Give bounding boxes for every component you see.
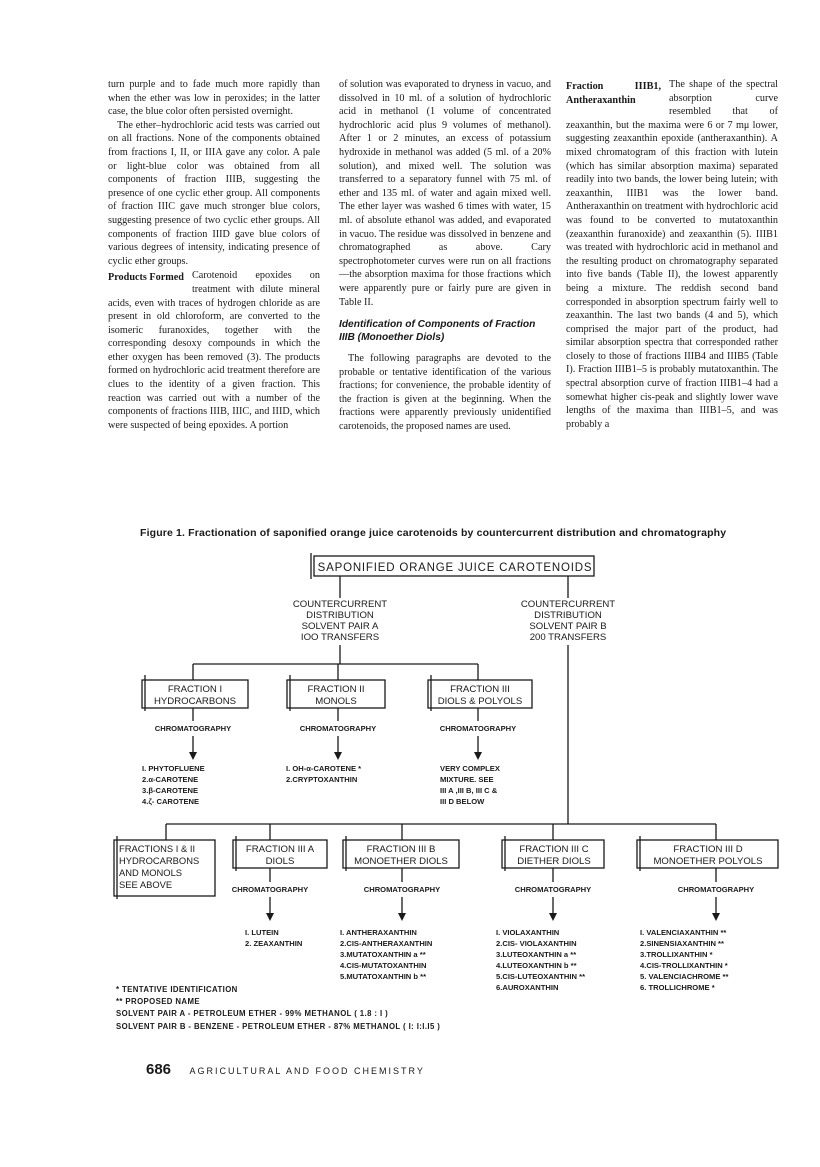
fraction-label: FRACTION III B <box>366 844 436 855</box>
page-footer <box>146 1061 425 1079</box>
result-item: 5. VALENCIACHROME ** <box>640 972 729 981</box>
result-item: 4.CIS-TROLLIXANTHIN * <box>640 961 728 970</box>
result-item: 3.TROLLIXANTHIN * <box>640 950 713 959</box>
fraction-label: FRACTION II <box>307 684 365 695</box>
result-item: I. OH-α-CAROTENE * <box>286 764 362 773</box>
result-item: 3.β-CAROTENE <box>142 786 199 795</box>
result-item: 4.LUTEOXANTHIN b ** <box>496 961 577 970</box>
journal-name: AGRICULTURAL AND FOOD CHEMISTRY <box>189 1066 425 1076</box>
result-item: 4.ζ- CAROTENE <box>142 797 200 806</box>
paragraph: Carotenoid epoxides on treatment with dilute mineral acids, even with traces of hydrogen chloride as are present in old chloroform, are converted to the isomeric furanoxides, together with the corresponding desoxy compounds in which the ether oxygen has been removed (3). The products formed on hydrochloric acid treatment therefore are clues to the identity of a given fraction. This reaction was carried out with a number of the components of fractions IIIB, IIIC, and IIID, which were suspected of being epoxides. A portion <box>108 270 320 431</box>
result-item: 2.CIS- VIOLAXANTHIN <box>496 939 577 948</box>
result-item: 6. TROLLICHROME * <box>640 983 715 992</box>
legend-line: SOLVENT PAIR A - PETROLEUM ETHER - 99% METHANOL ( 1.8 : I ) <box>116 1009 389 1018</box>
fraction-label: FRACTION III D <box>673 844 743 855</box>
result-item: 2. ZEAXANTHIN <box>245 939 303 948</box>
fraction-label: DIOLS & POLYOLS <box>437 696 523 707</box>
result-item: III D BELOW <box>440 797 485 806</box>
see-above-line: AND MONOLS <box>119 867 183 878</box>
result-item: 3.MUTATOXANTHIN a ** <box>340 950 426 959</box>
see-above-line: SEE ABOVE <box>119 879 173 890</box>
method-label: CHROMATOGRAPHY <box>299 724 377 733</box>
root-label: SAPONIFIED ORANGE JUICE CAROTENOIDS <box>317 562 593 574</box>
paragraph: The shape of the spectral absorption curve resembled that of zeaxanthin, but the maxima were 6 or 7 mμ lower, suggesting zeaxanthin epoxide (antheraxanthin). A mixed chromatogram of this fraction with lutein (which has similar absorption maxima) separated readily into two bands, the lower being lutein; with zeaxanthin, IIIB1 was the lower band. Antheraxanthin on treatment with hydrochloric acid was found to be converted to mutatoxanthin (zeaxanthin furanoxide) and zeaxanthin (5). IIIB1 was treated with hydrochloric acid in methanol and the resulting product on chromatography separated into five bands (Table II), the lowest apparently being a mixture. The reddish second band corresponded in absorption spectrum fairly well to zeaxanthin. The last two bands (4 and 5), which comprised the major part of the product, had similar absorption spectra that corresponded rather closely to those of fractions IIIB4 and IIIB5 (Table I). Fraction IIIB1–5 is probably mutatoxanthin. The spectral absorption curve of fraction IIIB1–4 had a somewhat higher cis-peak and slightly lower wave lengths of the maxima than IIIB1–5, and was probably a <box>566 79 778 430</box>
fraction-label: HYDROCARBONS <box>153 696 237 707</box>
fraction-label: MONOLS <box>315 696 357 707</box>
method-label: CHROMATOGRAPHY <box>154 724 232 733</box>
result-item: I. VIOLAXANTHIN <box>496 928 560 937</box>
result-item: I. LUTEIN <box>245 928 279 937</box>
fraction-label: FRACTION III A <box>245 844 315 855</box>
result-item: 2.CRYPTOXANTHIN <box>286 775 358 784</box>
ccd-b-line: 200 TRANSFERS <box>529 632 607 643</box>
paragraph: of solution was evaporated to dryness in vacuo, and dissolved in 10 ml. of a solution of hydrochloric acid in methanol (1 volume of concentrated hydrochloric acid plus 9 volumes of methanol). After 1 or 2 minutes, an excess of potassium hydroxide in methanol was added (5 ml. of a 20% solution), and mixed well. The solution was transferred to a separatory funnel with 75 ml. of ether and 135 ml. of water and again mixed well. The ether layer was washed 6 times with water, 15 ml. of absolute ethanol was added, and evaporated in vacuo. The residue was dissolved in benzene and chromatographed as above. Cary spectrophotometer curves were run on all fractions—the absorption maxima for those fractions which were apparently pure or fairly pure are given in Table II. <box>339 79 551 308</box>
result-item: VERY COMPLEX <box>440 764 500 773</box>
result-item: 2.CIS-ANTHERAXANTHIN <box>340 939 433 948</box>
ccd-a-line: SOLVENT PAIR A <box>301 621 379 632</box>
fraction-label: MONOETHER POLYOLS <box>653 856 763 867</box>
method-label: CHROMATOGRAPHY <box>677 885 755 894</box>
fraction-label: FRACTION III <box>450 684 510 695</box>
ccd-b-line: DISTRIBUTION <box>534 610 602 621</box>
method-label: CHROMATOGRAPHY <box>231 885 309 894</box>
ccd-b-line: SOLVENT PAIR B <box>529 621 607 632</box>
figure-caption: Figure 1. Fractionation of saponified orange juice carotenoids by countercurrent distribution and chromatography <box>140 527 727 539</box>
result-item: I. PHYTOFLUENE <box>142 764 205 773</box>
method-label: CHROMATOGRAPHY <box>514 885 592 894</box>
result-item: 3.LUTEOXANTHIN a ** <box>496 950 577 959</box>
result-item: III A ,III B, III C & <box>440 786 498 795</box>
result-item: I. VALENCIAXANTHIN ** <box>640 928 727 937</box>
fraction-label: FRACTION I <box>167 684 223 695</box>
section-heading: Fraction IIIB1, Antheraxanthin <box>566 81 661 106</box>
result-item: 5.MUTATOXANTHIN b ** <box>340 972 427 981</box>
ccd-a-line: DISTRIBUTION <box>306 610 374 621</box>
section-heading: Products Formed <box>108 272 184 284</box>
fraction-label: MONOETHER DIOLS <box>354 856 448 867</box>
result-item: I. ANTHERAXANTHIN <box>340 928 417 937</box>
legend-line: ** PROPOSED NAME <box>116 997 200 1006</box>
ccd-b-line: COUNTERCURRENT <box>520 599 616 610</box>
result-item: 2.SINENSIAXANTHIN ** <box>640 939 724 948</box>
result-item: 2.α-CAROTENE <box>142 775 199 784</box>
method-label: CHROMATOGRAPHY <box>363 885 441 894</box>
result-item: 5.CIS-LUTEOXANTHIN ** <box>496 972 586 981</box>
result-item: 4.CIS-MUTATOXANTHIN <box>340 961 427 970</box>
legend-line: * TENTATIVE IDENTIFICATION <box>116 985 238 994</box>
result-item: MIXTURE. SEE <box>440 775 494 784</box>
paragraph: The following paragraphs are devoted to the probable or tentative identification of the various fractions; for convenience, the probable identity of the fraction is given at the beginning. When the fractions were apparently previously unidentified carotenoids, the proposed names are used. <box>339 353 551 433</box>
result-item: 6.AUROXANTHIN <box>496 983 559 992</box>
method-label: CHROMATOGRAPHY <box>439 724 517 733</box>
paragraph: The ether–hydrochloric acid tests was carried out on all fractions. None of the components obtained from fractions I, II, or IIIA gave any color. A pale or light-blue color was obtained from all components of fraction IIIB, suggesting the presence of one cyclic ether group. All components of fraction IIIC gave much stronger blue colors, suggesting presence of two cyclic ether groups. All components of fraction IIID gave blue colors of various degrees of intensity, indicating presence of cyclic ether groups. <box>108 119 320 267</box>
ccd-a-line: IOO TRANSFERS <box>300 632 380 643</box>
ccd-a-line: COUNTERCURRENT <box>292 599 388 610</box>
fraction-label: DIETHER DIOLS <box>517 856 591 867</box>
page-number: 686 <box>146 1061 172 1078</box>
see-above-line: FRACTIONS I & II <box>119 843 196 854</box>
section-heading: Identification of Components of Fraction IIIB (Monoether Diols) <box>339 319 536 343</box>
see-above-line: HYDROCARBONS <box>119 855 200 866</box>
fraction-label: FRACTION III C <box>519 844 589 855</box>
fraction-label: DIOLS <box>265 856 295 867</box>
legend-line: SOLVENT PAIR B - BENZENE - PETROLEUM ETHER - 87% METHANOL ( I: I:I.I5 ) <box>116 1022 441 1031</box>
paragraph: turn purple and to fade much more rapidly than when the ether was low in peroxides; in the latter case, the blue color often persisted overnight. <box>108 79 320 118</box>
